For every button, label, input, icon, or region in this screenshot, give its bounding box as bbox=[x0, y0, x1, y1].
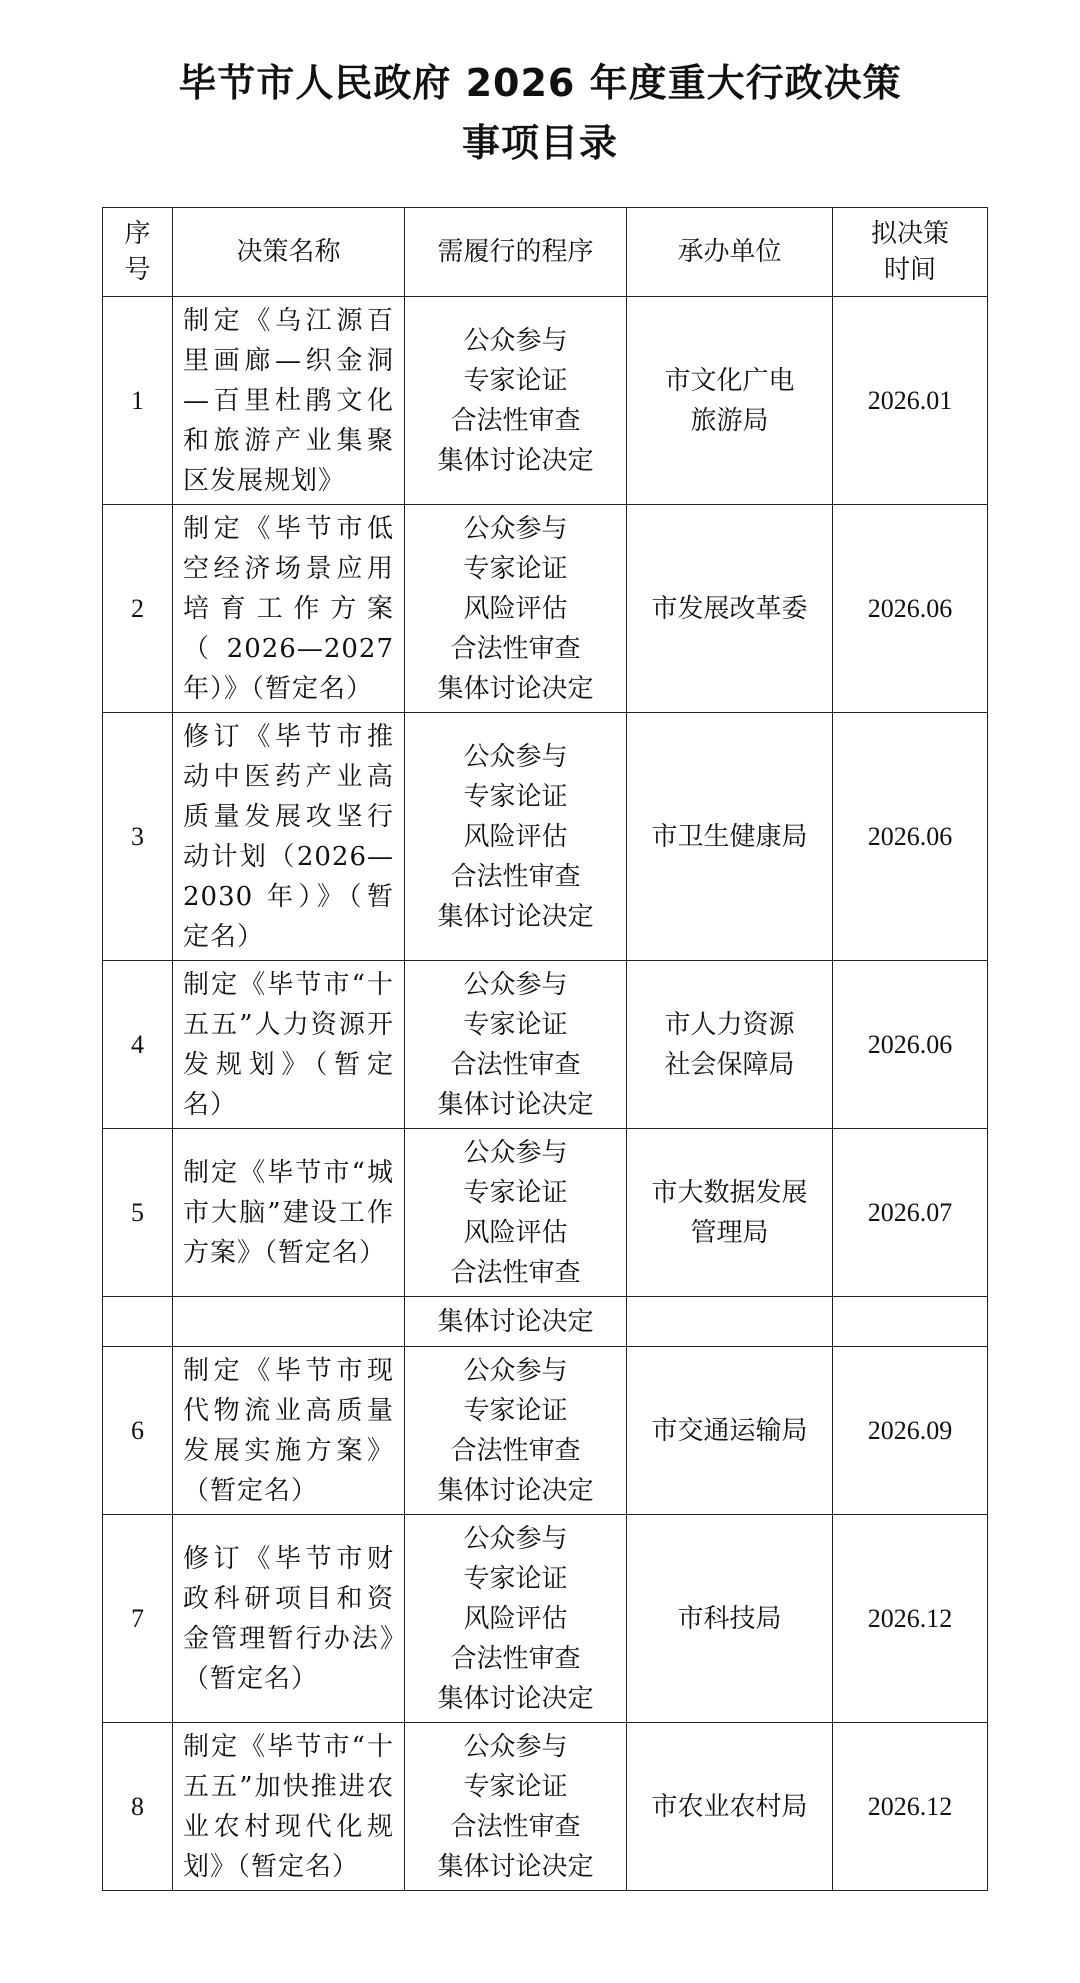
header-decision-time: 拟决策时间 bbox=[833, 208, 988, 297]
decision-time: 2026.01 bbox=[833, 297, 988, 505]
procedure-item: 合法性审查 bbox=[450, 1435, 581, 1466]
procedure-item: 合法性审查 bbox=[450, 633, 581, 664]
procedure-item: 公众参与 bbox=[463, 1731, 568, 1762]
procedure-item: 公众参与 bbox=[463, 325, 568, 356]
decision-time: 2026.07 bbox=[833, 1129, 988, 1297]
table-row bbox=[103, 1347, 988, 1515]
header-decision-name: 决策名称 bbox=[173, 208, 405, 297]
decision-name: 制定《毕节市“城市大脑”建设工作方案》（暂定名） bbox=[173, 1129, 405, 1297]
procedures-cell bbox=[405, 505, 627, 713]
procedures-cell bbox=[405, 713, 627, 961]
table-row bbox=[103, 961, 988, 1129]
responsible-unit bbox=[627, 505, 833, 713]
procedure-item: 集体讨论决定 bbox=[437, 1683, 594, 1714]
procedure-item: 专家论证 bbox=[463, 365, 568, 396]
decision-time: 2026.12 bbox=[833, 1723, 988, 1891]
procedure-item: 公众参与 bbox=[463, 1355, 568, 1386]
decision-time: 2026.06 bbox=[833, 505, 988, 713]
procedure-item: 集体讨论决定 bbox=[437, 673, 594, 704]
unit-line: 市农业农村局 bbox=[651, 1791, 808, 1822]
table-row bbox=[103, 505, 988, 713]
table-row bbox=[103, 713, 988, 961]
procedures-cell bbox=[405, 1723, 627, 1891]
row-index: 2 bbox=[103, 505, 173, 713]
row-index: 4 bbox=[103, 961, 173, 1129]
table-row bbox=[103, 1723, 988, 1891]
procedure-item: 专家论证 bbox=[463, 553, 568, 584]
procedure-item: 公众参与 bbox=[463, 969, 568, 1000]
unit-line: 社会保障局 bbox=[664, 1049, 795, 1080]
procedure-item: 专家论证 bbox=[463, 1009, 568, 1040]
procedure-item: 合法性审查 bbox=[450, 1643, 581, 1674]
decision-name: 修订《毕节市财政科研项目和资金管理暂行办法》（暂定名） bbox=[173, 1515, 405, 1723]
table-row bbox=[103, 297, 988, 505]
row-index: 7 bbox=[103, 1515, 173, 1723]
procedure-item: 合法性审查 bbox=[450, 1257, 581, 1288]
document-title-line-1: 毕节市人民政府 2026 年度重大行政决策 bbox=[178, 61, 902, 105]
procedures-cell bbox=[405, 1515, 627, 1723]
responsible-unit bbox=[627, 1129, 833, 1297]
decision-name: 制定《毕节市低空经济场景应用培育工作方案（2026—2027年）》（暂定名） bbox=[173, 505, 405, 713]
procedures-cell bbox=[405, 1347, 627, 1515]
responsible-unit bbox=[627, 961, 833, 1129]
decision-name: 制定《毕节市现代物流业高质量发展实施方案》（暂定名） bbox=[173, 1347, 405, 1515]
row-index: 6 bbox=[103, 1347, 173, 1515]
procedure-item: 合法性审查 bbox=[450, 405, 581, 436]
responsible-unit bbox=[627, 1515, 833, 1723]
responsible-unit bbox=[627, 297, 833, 505]
procedure-item: 专家论证 bbox=[463, 1563, 568, 1594]
unit-line: 管理局 bbox=[690, 1217, 769, 1248]
unit-line: 市卫生健康局 bbox=[651, 821, 808, 852]
decision-time: 2026.12 bbox=[833, 1515, 988, 1723]
procedure-item: 专家论证 bbox=[463, 1771, 568, 1802]
procedure-item: 风险评估 bbox=[463, 1217, 568, 1248]
header-procedures: 需履行的程序 bbox=[405, 208, 627, 297]
header-unit: 承办单位 bbox=[627, 208, 833, 297]
header-index: 序号 bbox=[103, 208, 173, 297]
table-row bbox=[103, 1515, 988, 1723]
procedure-item: 集体讨论决定 bbox=[437, 1475, 594, 1506]
unit-line: 市交通运输局 bbox=[651, 1415, 808, 1446]
procedure-item: 专家论证 bbox=[463, 1177, 568, 1208]
unit-line: 市文化广电 bbox=[664, 365, 795, 396]
row-index: 3 bbox=[103, 713, 173, 961]
document-title-line-2: 事项目录 bbox=[461, 121, 618, 165]
procedures-cell bbox=[405, 297, 627, 505]
row-index bbox=[103, 1297, 173, 1347]
decision-name: 制定《乌江源百里画廊—织金洞—百里杜鹃文化和旅游产业集聚区发展规划》 bbox=[173, 297, 405, 505]
decision-name: 制定《毕节市“十五五”加快推进农业农村现代化规划》（暂定名） bbox=[173, 1723, 405, 1891]
procedure-item: 公众参与 bbox=[463, 741, 568, 772]
procedure-item: 集体讨论决定 bbox=[437, 901, 594, 932]
row-index: 5 bbox=[103, 1129, 173, 1297]
procedure-item: 合法性审查 bbox=[450, 861, 581, 892]
decision-time: 2026.06 bbox=[833, 713, 988, 961]
procedure-item: 风险评估 bbox=[463, 1603, 568, 1634]
procedure-item: 风险评估 bbox=[463, 593, 568, 624]
unit-line: 旅游局 bbox=[690, 405, 769, 436]
procedure-item: 集体讨论决定 bbox=[437, 1851, 594, 1882]
row-index: 1 bbox=[103, 297, 173, 505]
procedure-item: 公众参与 bbox=[463, 513, 568, 544]
procedure-item: 风险评估 bbox=[463, 821, 568, 852]
responsible-unit bbox=[627, 1723, 833, 1891]
procedure-item: 公众参与 bbox=[463, 1523, 568, 1554]
unit-line: 市发展改革委 bbox=[651, 593, 808, 624]
procedure-item: 公众参与 bbox=[463, 1137, 568, 1168]
decision-time bbox=[833, 1297, 988, 1347]
decision-name: 制定《毕节市“十五五”人力资源开发规划》（暂定名） bbox=[173, 961, 405, 1129]
decision-catalog-table bbox=[102, 207, 988, 1891]
row-index: 8 bbox=[103, 1723, 173, 1891]
procedure-item: 集体讨论决定 bbox=[437, 445, 594, 476]
procedure-item: 专家论证 bbox=[463, 781, 568, 812]
decision-name: 修订《毕节市推动中医药产业高质量发展攻坚行动计划（2026—2030 年）》（暂定名） bbox=[173, 713, 405, 961]
table-body bbox=[103, 297, 988, 1891]
procedure-item: 专家论证 bbox=[463, 1395, 568, 1426]
table-row bbox=[103, 1129, 988, 1297]
unit-line: 市科技局 bbox=[677, 1603, 782, 1634]
procedures-cell bbox=[405, 1129, 627, 1297]
responsible-unit bbox=[627, 1297, 833, 1347]
procedure-item: 合法性审查 bbox=[450, 1049, 581, 1080]
unit-line: 市人力资源 bbox=[664, 1009, 795, 1040]
procedures-cell bbox=[405, 961, 627, 1129]
procedures-cell bbox=[405, 1297, 627, 1347]
table-row bbox=[103, 1297, 988, 1347]
decision-name bbox=[173, 1297, 405, 1347]
procedure-item: 集体讨论决定 bbox=[437, 1089, 594, 1120]
responsible-unit bbox=[627, 1347, 833, 1515]
procedure-item: 合法性审查 bbox=[450, 1811, 581, 1842]
procedure-item: 集体讨论决定 bbox=[437, 1306, 594, 1337]
decision-time: 2026.06 bbox=[833, 961, 988, 1129]
unit-line: 市大数据发展 bbox=[651, 1177, 808, 1208]
table-header-row bbox=[103, 208, 988, 297]
decision-time: 2026.09 bbox=[833, 1347, 988, 1515]
responsible-unit bbox=[627, 713, 833, 961]
